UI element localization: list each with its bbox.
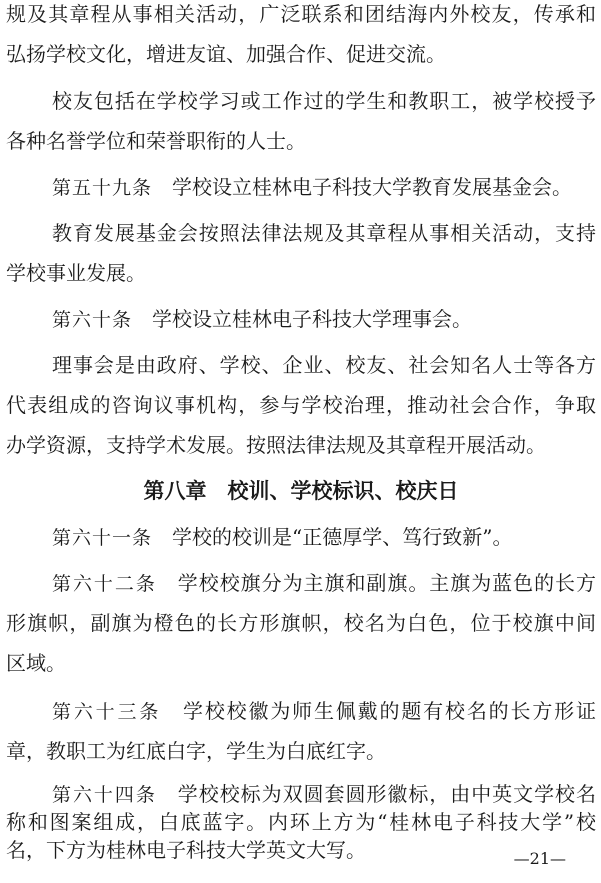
article-62 [52, 569, 596, 598]
paragraph-line: 章，教职工为红底白字，学生为白底红字。 [6, 739, 386, 763]
article-60 [52, 305, 596, 334]
paragraph-line: 学校事业发展。 [6, 261, 146, 285]
paragraph-line: 理事会是由政府、学校、企业、校友、社会知名人士等各方 [52, 353, 596, 377]
article-63 [52, 697, 596, 726]
page-number: —21— [513, 849, 566, 868]
paragraph-line: 形旗帜，副旗为橙色的长方形旗帜，校名为白色，位于校旗中间 [6, 611, 596, 635]
article-59 [52, 173, 596, 202]
article-label: 第六十三条 [52, 701, 162, 723]
article-text: 学校校旗分为主旗和副旗。主旗为蓝色的长方 [177, 571, 597, 595]
paragraph-line: 弘扬学校文化，增进友谊、加强合作、促进交流。 [6, 42, 446, 66]
paragraph-line: 教育发展基金会按照法律法规及其章程从事相关活动，支持 [52, 221, 596, 245]
article-text: 学校设立桂林电子科技大学教育发展基金会。 [172, 175, 573, 199]
article-label: 第六十四条 [52, 784, 157, 806]
article-61 [52, 523, 596, 552]
paragraph-line: 称和图案组成，白底蓝字。内环上方为“桂林电子科技大学”校 [6, 810, 596, 834]
article-label: 第六十一条 [52, 527, 153, 549]
paragraph-line: 规及其章程从事相关活动，广泛联系和团结海内外校友，传承和 [6, 2, 596, 26]
article-label: 第六十二条 [52, 573, 157, 595]
article-text: 学校校徽为师生佩戴的题有校名的长方形证 [183, 699, 597, 723]
article-text: 学校设立桂林电子科技大学理事会。 [152, 307, 473, 331]
document-page [6, 0, 596, 883]
paragraph-line: 区域。 [6, 651, 66, 675]
chapter-heading: 第八章 校训、学校标识、校庆日 [143, 479, 459, 503]
article-label: 第六十条 [52, 309, 133, 331]
paragraph-line: 代表组成的咨询议事机构，参与学校治理，推动社会合作，争取 [6, 393, 596, 417]
article-text: 学校校标为双圆套圆形徽标，由中英文学校名 [177, 782, 597, 806]
paragraph-line: 各种名誉学位和荣誉职衔的人士。 [6, 129, 306, 153]
article-text: 学校的校训是“正德厚学、笃行致新”。 [172, 525, 513, 549]
paragraph-line: 校友包括在学校学习或工作过的学生和教职工，被学校授予 [52, 89, 596, 113]
paragraph-line: 名，下方为桂林电子科技大学英文大写。 [6, 838, 366, 862]
paragraph-line: 办学资源，支持学术发展。按照法律法规及其章程开展活动。 [6, 433, 546, 457]
article-64 [52, 780, 596, 809]
article-label: 第五十九条 [52, 177, 153, 199]
